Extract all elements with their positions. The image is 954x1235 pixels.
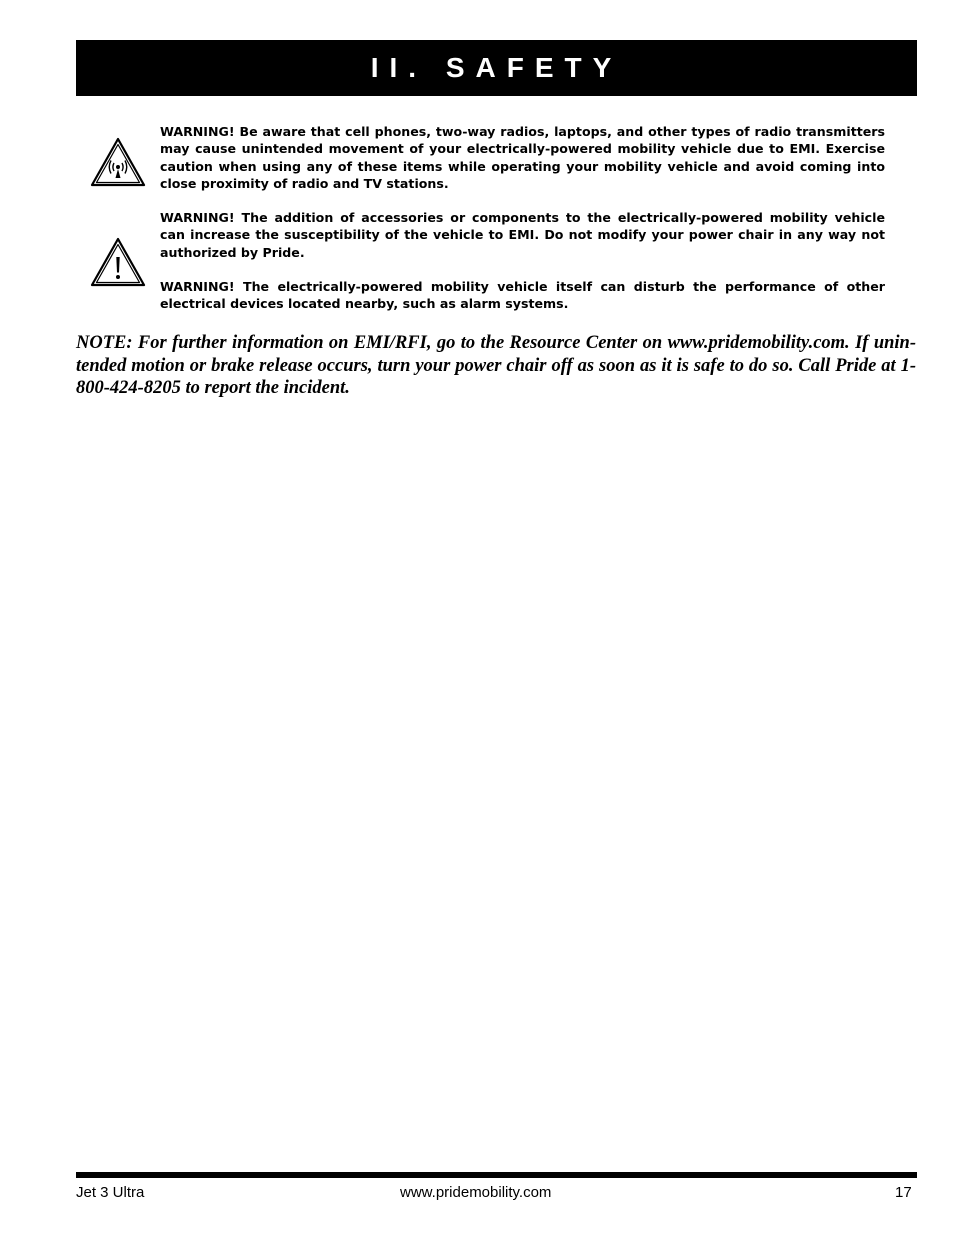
- warning-emi-sources: WARNING! Be aware that cell phones, two-way radios, laptops, and other types of radio transmitters may cause unintended movement of your electrically-powered mobility vehicle due to EMI. Exercise caution when using any of these items while operating your mobility vehicle and avoid coming into close proximity of radio and TV stations.: [160, 124, 885, 191]
- footer-product-name: Jet 3 Ultra: [76, 1184, 145, 1201]
- footer-page-number: 17: [895, 1184, 912, 1201]
- emi-radio-warning-icon: [89, 136, 147, 188]
- footer-website: www.pridemobility.com: [400, 1184, 552, 1201]
- warning-device-interference: WARNING! The electrically-powered mobility vehicle itself can disturb the performance of other electrical devices located nearby, such as alarm systems.: [160, 279, 885, 312]
- footer-rule: [76, 1172, 917, 1178]
- section-title: II. SAFETY: [370, 52, 623, 83]
- section-header-bar: [76, 40, 917, 96]
- warning-accessories: WARNING! The addition of accessories or components to the electrically-powered mobility vehicle can increase the susceptibility of the vehicle to EMI. Do not modify your power chair in any way not authorized by Pride.: [160, 210, 885, 260]
- emi-note: NOTE: For further information on EMI/RFI, go to the Resource Center on www.pridemobility.com. If unin-tended motion or brake release occurs, turn your power chair off as soon as it is safe to do so. Call Pride at 1-800-424-8205 to report the incident.: [76, 333, 916, 398]
- exclamation-warning-icon: [89, 236, 147, 288]
